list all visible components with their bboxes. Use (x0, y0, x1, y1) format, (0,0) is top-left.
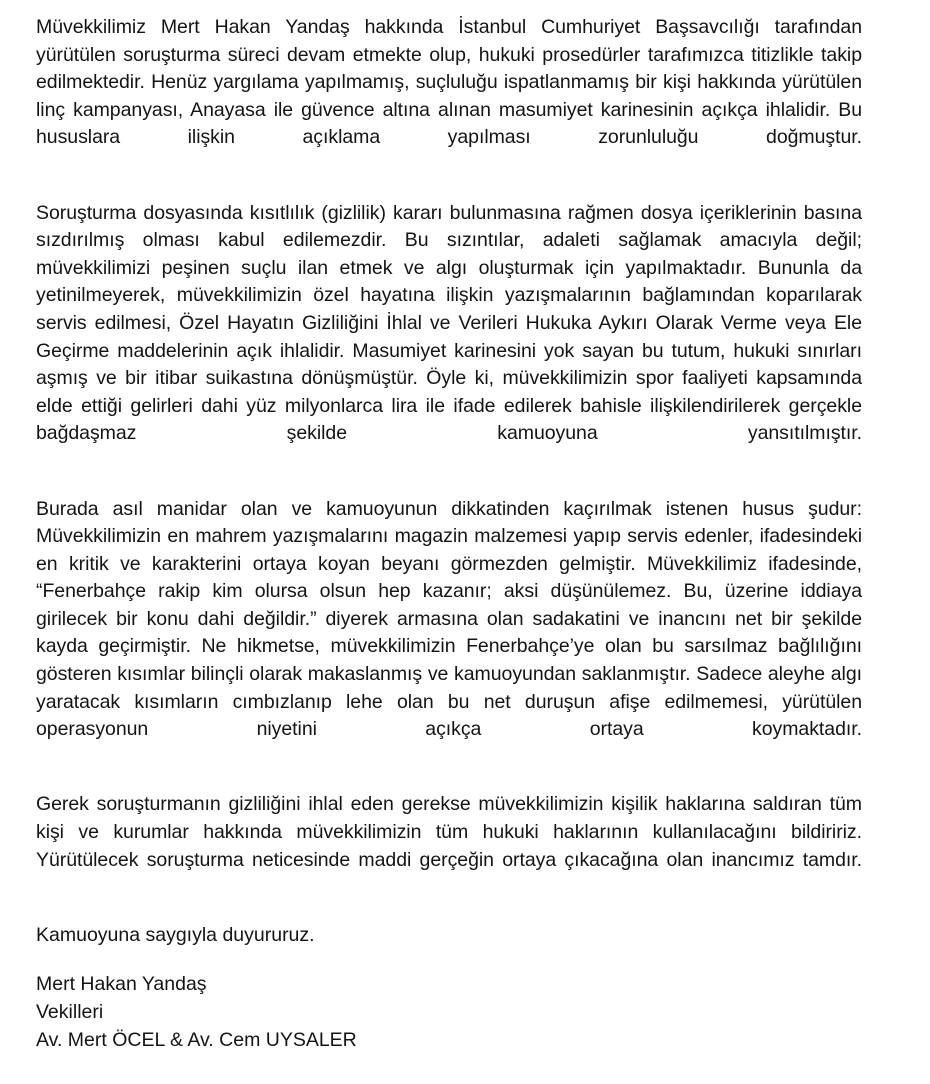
signature-role: Vekilleri (36, 1001, 104, 1023)
paragraph-1: Müvekkilimiz Mert Hakan Yandaş hakkında İstanbul Cumhuriyet Başsavcılığı tarafından yürütülen soruşturma süreci devam etmekte olup, hukuki prosedürler tarafımızca titizlikle takip edilmektedir. Henüz yargılama yapılmamış, suçluluğu ispatlanmamış bir kişi hakkında yürütülen linç kampanyası, Anayasa ile güvence altına alınan masumiyet karinesinin açıkça ihlalidir. Bu hususlara ilişkin açıklama yapılması zorunluluğu doğmuştur. (36, 16, 862, 149)
signature-block (36, 971, 862, 1054)
paragraph-4: Gerek soruşturmanın gizliliğini ihlal eden gerekse müvekkilimizin kişilik haklarına saldıran tüm kişi ve kurumlar hakkında müvekkilimizin tüm hukuki haklarının kullanılacağını bildiririz. Yürütülecek soruşturma neticesinde maddi gerçeğin ortaya çıkacağına olan inancımız tamdır. (36, 793, 862, 871)
signature-attorneys: Av. Mert ÖCEL & Av. Cem UYSALER (36, 1028, 357, 1051)
paragraph-3: Burada asıl manidar olan ve kamuoyunun dikkatinden kaçırılmak istenen husus şudur: Müvekkilimizin en mahrem yazışmalarını magazin malzemesi yapıp servis edenler, ifadesindeki en kritik ve karakterini ortaya koyan beyanı görmezden gelmiştir. Müvekkilimiz ifadesinde, “Fenerbahçe rakip kim olursa olsun hep kazanır; aksi düşünülemez. Bu, üzerine iddiaya girilecek bir konu dahi değildir.” diyerek armasına olan sadakatini ve inancını net bir şekilde kayda geçirmiştir. Ne hikmetse, müvekkilimizin Fenerbahçe’ye olan bu sarsılmaz bağlılığını gösteren kısımlar bilinçli olarak makaslanmış ve kamuoyundan saklanmıştır. Sadece aleyhe algı yaratacak kısımların cımbızlanıp lehe olan bu net duruşun afişe edilmemesi, yürütülen operasyonun niyetini açıkça ortaya koymaktadır. (36, 497, 862, 741)
paragraph-2: Soruşturma dosyasında kısıtlılık (gizlilik) kararı bulunmasına rağmen dosya içeriklerinin basına sızdırılmış olması kabul edilemezdir. Bu sızıntılar, adaleti sağlamak amacıyla değil; müvekkilimizi peşinen suçlu ilan etmek ve algı oluşturmak için yapılmaktadır. Bununla da yetinilmeyerek, müvekkilimizin özel hayatına ilişkin yazışmalarının bağlamından koparılarak servis edilmesi, Özel Hayatın Gizliliğini İhlal ve Verileri Hukuka Aykırı Olarak Verme veya Ele Geçirme maddelerinin açık ihlalidir. Masumiyet karinesini yok sayan bu tutum, hukuki sınırları aşmış ve bir itibar suikastına dönüşmüştür. Öyle ki, müvekkilimizin spor faaliyeti kapsamında elde ettiği gelirleri dahi yüz milyonlarca lira ile ifade edilerek bahisle ilişkilendirilerek gerçekle bağdaşmaz şekilde kamuoyuna yansıtılmıştır. (36, 201, 862, 445)
closing-statement: Kamuoyuna saygıyla duyururuz. (36, 923, 315, 946)
document-body (36, 14, 862, 1054)
signature-name: Mert Hakan Yandaş (36, 973, 207, 996)
